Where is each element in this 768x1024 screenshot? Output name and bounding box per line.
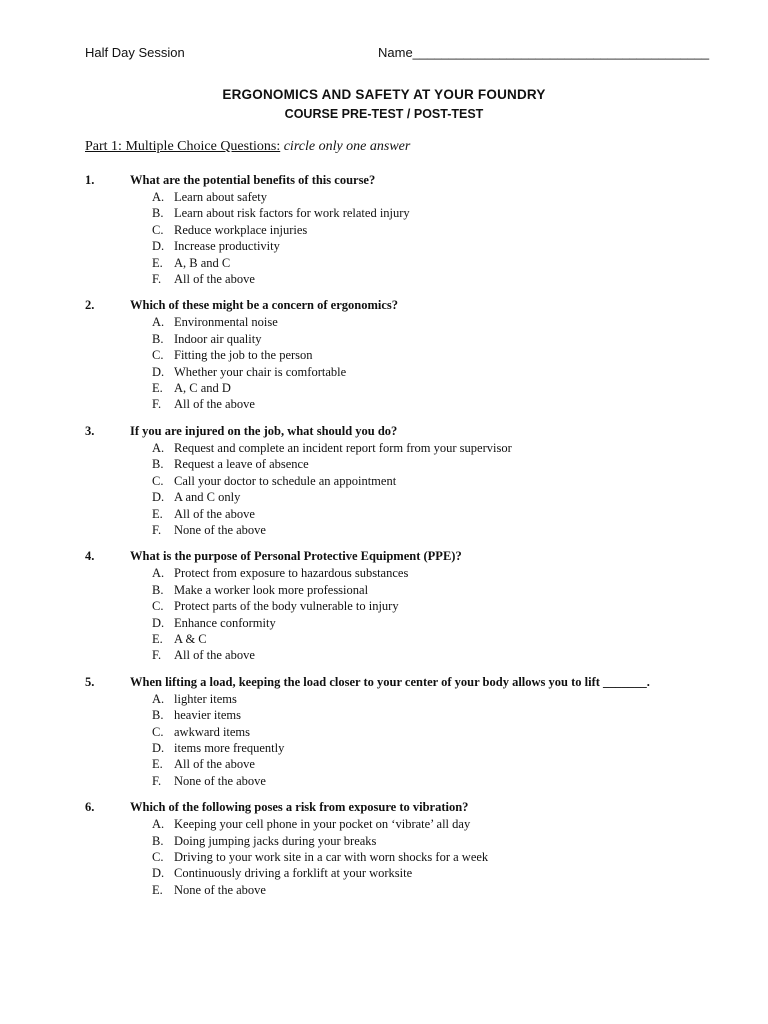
answer-option xyxy=(152,756,725,772)
option-letter: B. xyxy=(152,206,164,221)
answer-option xyxy=(152,456,725,472)
option-text: Environmental noise xyxy=(174,315,278,330)
option-text: Continuously driving a forklift at your worksite xyxy=(174,866,413,881)
question-list xyxy=(85,172,725,908)
option-letter: D. xyxy=(152,615,165,630)
option-letter: E. xyxy=(152,882,163,897)
answer-option xyxy=(152,631,725,647)
option-text: Request a leave of absence xyxy=(174,457,309,472)
option-letter: B. xyxy=(152,708,164,723)
question-number: 2. xyxy=(85,298,95,313)
answer-option xyxy=(152,331,725,347)
answer-option xyxy=(152,724,725,740)
answer-option xyxy=(152,314,725,330)
answer-option xyxy=(152,598,725,614)
answer-option xyxy=(152,647,725,663)
option-letter: F. xyxy=(152,272,162,287)
answer-options xyxy=(152,314,725,412)
question-item xyxy=(85,674,725,789)
answer-option xyxy=(152,473,725,489)
question-text: If you are injured on the job, what should you do? xyxy=(130,423,398,438)
option-text: Increase productivity xyxy=(174,239,280,254)
answer-option xyxy=(152,222,725,238)
answer-option xyxy=(152,189,725,205)
option-letter: D. xyxy=(152,239,165,254)
option-letter: C. xyxy=(152,222,164,237)
option-letter: C. xyxy=(152,348,164,363)
option-text: lighter items xyxy=(174,691,237,706)
option-text: A, C and D xyxy=(174,381,231,396)
option-text: A & C xyxy=(174,631,207,646)
option-letter: A. xyxy=(152,691,165,706)
option-text: All of the above xyxy=(174,757,255,772)
option-text: Reduce workplace injuries xyxy=(174,222,308,237)
answer-option xyxy=(152,582,725,598)
answer-option xyxy=(152,740,725,756)
answer-option xyxy=(152,238,725,254)
option-text: A and C only xyxy=(174,490,241,505)
option-text: Protect from exposure to hazardous substances xyxy=(174,566,409,581)
answer-option xyxy=(152,865,725,881)
option-text: None of the above xyxy=(174,773,266,788)
answer-option xyxy=(152,489,725,505)
option-text: Driving to your work site in a car with worn shocks for a week xyxy=(174,850,489,864)
document-subtitle: COURSE PRE-TEST / POST-TEST xyxy=(284,107,484,121)
option-letter: F. xyxy=(152,648,162,663)
option-letter: E. xyxy=(152,381,163,396)
option-text: A, B and C xyxy=(174,255,231,270)
answer-option xyxy=(152,522,725,538)
question-text: When lifting a load, keeping the load closer to your center of your body allows you to lift _______. xyxy=(130,674,650,689)
answer-option xyxy=(152,615,725,631)
answer-option xyxy=(152,565,725,581)
answer-option xyxy=(152,440,725,456)
answer-option xyxy=(152,506,725,522)
question-item xyxy=(85,548,725,663)
option-letter: F. xyxy=(152,773,162,788)
question-number: 5. xyxy=(85,674,95,689)
answer-options xyxy=(152,691,725,789)
answer-option xyxy=(152,833,725,849)
answer-options xyxy=(152,565,725,663)
answer-option xyxy=(152,380,725,396)
answer-option xyxy=(152,849,725,865)
option-letter: C. xyxy=(152,599,164,614)
question-item xyxy=(85,799,725,898)
question-number: 4. xyxy=(85,549,95,564)
answer-option xyxy=(152,816,725,832)
option-letter: C. xyxy=(152,473,164,488)
question-line xyxy=(85,297,725,314)
session-label: Half Day Session xyxy=(85,45,185,60)
answer-option xyxy=(152,347,725,363)
document-title: ERGONOMICS AND SAFETY AT YOUR FOUNDRY xyxy=(222,87,546,102)
answer-option xyxy=(152,691,725,707)
option-text: None of the above xyxy=(174,882,266,897)
option-letter: B. xyxy=(152,833,164,848)
question-text: Which of the following poses a risk from exposure to vibration? xyxy=(130,800,469,815)
option-text: Indoor air quality xyxy=(174,331,262,346)
option-text: Learn about risk factors for work related injury xyxy=(174,206,410,221)
option-letter: F. xyxy=(152,397,162,412)
question-number: 6. xyxy=(85,800,95,815)
option-letter: D. xyxy=(152,364,165,379)
option-letter: B. xyxy=(152,457,164,472)
option-letter: B. xyxy=(152,331,164,346)
answer-option xyxy=(152,364,725,380)
option-text: All of the above xyxy=(174,272,255,287)
option-text: None of the above xyxy=(174,522,266,537)
option-letter: F. xyxy=(152,522,162,537)
question-text: Which of these might be a concern of ergonomics? xyxy=(130,298,399,313)
option-text: heavier items xyxy=(174,708,241,723)
option-letter: E. xyxy=(152,506,163,521)
option-letter: E. xyxy=(152,631,163,646)
option-text: Fitting the job to the person xyxy=(174,348,313,363)
question-text: What is the purpose of Personal Protective Equipment (PPE)? xyxy=(130,549,462,564)
answer-option xyxy=(152,205,725,221)
option-text: All of the above xyxy=(174,506,255,521)
question-text: What are the potential benefits of this course? xyxy=(130,173,376,187)
part-label: Part 1: Multiple Choice Questions: xyxy=(85,139,281,154)
option-text: All of the above xyxy=(174,648,255,663)
part-heading xyxy=(85,139,410,155)
option-letter: E. xyxy=(152,757,163,772)
option-text: All of the above xyxy=(174,397,255,412)
answer-options xyxy=(152,189,725,287)
option-letter: A. xyxy=(152,440,165,455)
option-text: Make a worker look more professional xyxy=(174,582,369,597)
option-text: Keeping your cell phone in your pocket on ‘vibrate’ all day xyxy=(174,817,471,832)
option-text: items more frequently xyxy=(174,740,285,755)
option-text: Learn about safety xyxy=(174,190,268,204)
answer-options xyxy=(152,816,725,898)
answer-option xyxy=(152,271,725,287)
option-text: awkward items xyxy=(174,724,251,739)
option-text: Request and complete an incident report form from your supervisor xyxy=(174,440,512,455)
question-item xyxy=(85,423,725,538)
option-letter: A. xyxy=(152,190,165,204)
option-letter: A. xyxy=(152,566,165,581)
option-letter: B. xyxy=(152,582,164,597)
question-item xyxy=(85,297,725,412)
option-letter: D. xyxy=(152,740,165,755)
name-field: Name_________________________________________ xyxy=(378,45,710,60)
part-instruction: circle only one answer xyxy=(283,139,411,154)
option-text: Protect parts of the body vulnerable to injury xyxy=(174,599,399,614)
option-letter: D. xyxy=(152,866,165,881)
question-number: 3. xyxy=(85,423,95,438)
question-line xyxy=(85,674,725,691)
question-item xyxy=(85,172,725,287)
question-line xyxy=(85,423,725,440)
option-letter: A. xyxy=(152,817,165,832)
question-line xyxy=(85,548,725,565)
option-letter: C. xyxy=(152,850,164,864)
option-text: Call your doctor to schedule an appointment xyxy=(174,473,397,488)
answer-option xyxy=(152,882,725,898)
option-letter: C. xyxy=(152,724,164,739)
answer-options xyxy=(152,440,725,538)
question-line xyxy=(85,799,725,816)
question-line xyxy=(85,172,725,189)
question-number: 1. xyxy=(85,173,95,187)
option-text: Enhance conformity xyxy=(174,615,276,630)
option-letter: D. xyxy=(152,490,165,505)
option-letter: E. xyxy=(152,255,163,270)
answer-option xyxy=(152,255,725,271)
option-text: Doing jumping jacks during your breaks xyxy=(174,833,377,848)
option-letter: A. xyxy=(152,315,165,330)
option-text: Whether your chair is comfortable xyxy=(174,364,347,379)
answer-option xyxy=(152,396,725,412)
answer-option xyxy=(152,707,725,723)
answer-option xyxy=(152,773,725,789)
